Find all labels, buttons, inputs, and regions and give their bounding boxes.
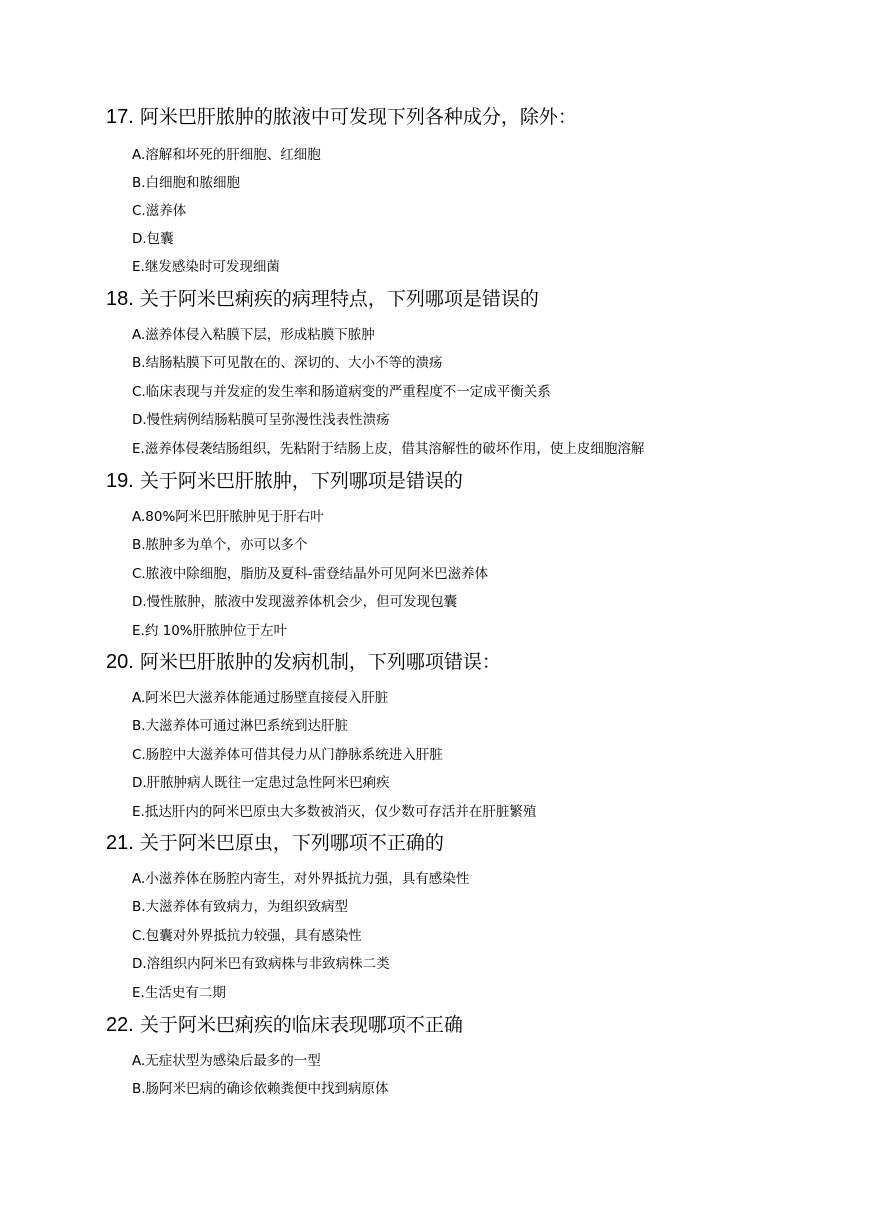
option-b: B.白细胞和脓细胞	[132, 175, 241, 191]
question-number: 22.	[106, 1014, 134, 1036]
option-b: B.肠阿米巴病的确诊依赖粪便中找到病原体	[132, 1081, 389, 1097]
option-e: E.继发感染时可发现细菌	[132, 259, 280, 275]
question-stem: 关于阿米巴痢疾的病理特点，下列哪项是错误的	[139, 288, 539, 310]
option-b: B.结肠粘膜下可见散在的、深切的、大小不等的溃疡	[132, 355, 443, 371]
option-a: A.阿米巴大滋养体能通过肠壁直接侵入肝脏	[132, 690, 389, 706]
option-a: A.小滋养体在肠腔内寄生，对外界抵抗力强，具有感染性	[132, 871, 470, 887]
option-a: A.80%阿米巴肝脓肿见于肝右叶	[132, 509, 324, 525]
option-b: B.大滋养体有致病力，为组织致病型	[132, 899, 349, 915]
option-c: C.包囊对外界抵抗力较强，具有感染性	[132, 928, 362, 944]
option-c: C.滋养体	[132, 203, 187, 219]
question-stem: 阿米巴肝脓肿的脓液中可发现下列各种成分，除外：	[139, 106, 577, 128]
option-d: D.肝脓肿病人既往一定患过急性阿米巴痢疾	[132, 775, 390, 791]
option-e: E.滋养体侵袭结肠组织，先粘附于结肠上皮，借其溶解性的破坏作用，使上皮细胞溶解	[132, 441, 645, 457]
option-e: E.抵达肝内的阿米巴原虫大多数被消灭，仅少数可存活并在肝脏繁殖	[132, 804, 537, 820]
question-title	[106, 650, 501, 674]
question-title	[106, 1013, 463, 1037]
option-d: D.慢性脓肿，脓液中发现滋养体机会少，但可发现包囊	[132, 594, 458, 610]
question-stem: 关于阿米巴痢疾的临床表现哪项不正确	[139, 1014, 463, 1036]
question-number: 17.	[106, 106, 134, 128]
question-stem: 关于阿米巴原虫，下列哪项不正确的	[139, 832, 444, 854]
question-number: 19.	[106, 470, 134, 492]
option-d: D.慢性病例结肠粘膜可呈弥漫性浅表性溃疡	[132, 412, 390, 428]
option-a: A.滋养体侵入粘膜下层，形成粘膜下脓肿	[132, 327, 375, 343]
option-d: D.溶组织内阿米巴有致病株与非致病株二类	[132, 956, 390, 972]
question-stem: 阿米巴肝脓肿的发病机制，下列哪项错误：	[139, 651, 501, 673]
question-title	[106, 831, 444, 855]
option-a: A.无症状型为感染后最多的一型	[132, 1053, 321, 1069]
option-c: C.肠腔中大滋养体可借其侵力从门静脉系统进入肝脏	[132, 747, 443, 763]
option-e: E.生活史有二期	[132, 985, 226, 1001]
question-title	[106, 105, 577, 129]
question-number: 21.	[106, 832, 134, 854]
option-b: B.脓肿多为单个，亦可以多个	[132, 537, 308, 553]
question-number: 20.	[106, 651, 134, 673]
question-stem: 关于阿米巴肝脓肿，下列哪项是错误的	[139, 470, 463, 492]
question-title	[106, 287, 539, 311]
option-b: B.大滋养体可通过淋巴系统到达肝脏	[132, 718, 349, 734]
question-number: 18.	[106, 288, 134, 310]
option-c: C.临床表现与并发症的发生率和肠道病变的严重程度不一定成平衡关系	[132, 384, 551, 400]
option-a: A.溶解和坏死的肝细胞、红细胞	[132, 147, 321, 163]
option-d: D.包囊	[132, 231, 174, 247]
question-title	[106, 469, 463, 493]
option-e: E.约 10%肝脓肿位于左叶	[132, 623, 288, 639]
option-c: C.脓液中除细胞，脂肪及夏科-雷登结晶外可见阿米巴滋养体	[132, 566, 489, 582]
